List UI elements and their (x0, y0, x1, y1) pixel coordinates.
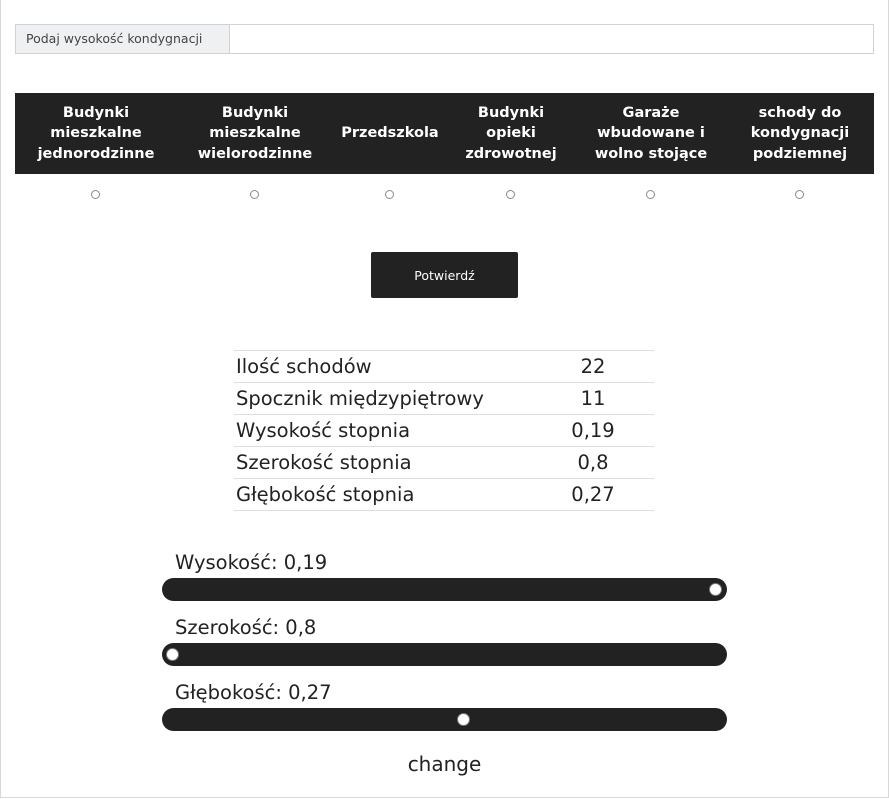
result-label: Wysokość stopnia (234, 415, 532, 447)
table-row (234, 351, 654, 383)
category-label-healthcare: Budynki opieki zdrowotnej (465, 104, 557, 162)
result-value: 0,27 (532, 479, 654, 511)
width-slider-label: Szerokość: 0,8 (175, 616, 317, 639)
confirm-button[interactable]: Potwierdź (371, 252, 518, 298)
category-label-kindergartens: Przedszkola (341, 125, 439, 142)
radio-kindergartens[interactable] (385, 190, 394, 199)
result-label: Spocznik międzypiętrowy (234, 383, 532, 415)
result-value: 22 (532, 351, 654, 383)
table-row (234, 447, 654, 479)
result-value: 0,8 (532, 447, 654, 479)
radio-multi-family[interactable] (250, 190, 259, 199)
radio-single-family[interactable] (91, 190, 100, 199)
category-label-garages: Garaże wbudowane i wolno stojące (594, 104, 708, 162)
category-label-single-family: Budynki mieszkalne jednorodzinne (37, 104, 155, 162)
result-value: 0,19 (532, 415, 654, 447)
category-label-multi-family: Budynki mieszkalne wielorodzinne (197, 104, 313, 162)
table-row (234, 415, 654, 447)
depth-slider[interactable] (162, 708, 727, 731)
width-slider-thumb[interactable] (166, 648, 179, 661)
height-slider[interactable] (162, 578, 727, 601)
table-row (234, 479, 654, 511)
change-link[interactable]: change (407, 752, 482, 776)
results-table (234, 350, 654, 511)
radio-healthcare[interactable] (506, 190, 515, 199)
category-header (15, 93, 874, 174)
height-slider-thumb[interactable] (709, 583, 722, 596)
depth-slider-label: Głębokość: 0,27 (175, 681, 332, 704)
result-label: Szerokość stopnia (234, 447, 532, 479)
result-label: Głębokość stopnia (234, 479, 532, 511)
height-input[interactable] (229, 24, 874, 54)
depth-slider-thumb[interactable] (457, 713, 470, 726)
height-slider-label: Wysokość: 0,19 (175, 551, 328, 574)
height-input-group (15, 24, 874, 54)
radio-underground-stairs[interactable] (795, 190, 804, 199)
table-row (234, 383, 654, 415)
result-value: 11 (532, 383, 654, 415)
result-label: Ilość schodów (234, 351, 532, 383)
radio-garages[interactable] (646, 190, 655, 199)
height-input-label: Podaj wysokość kondygnacji (15, 24, 229, 54)
width-slider[interactable] (162, 643, 727, 666)
category-label-underground-stairs: schody do kondygnacji podziemnej (750, 104, 850, 162)
